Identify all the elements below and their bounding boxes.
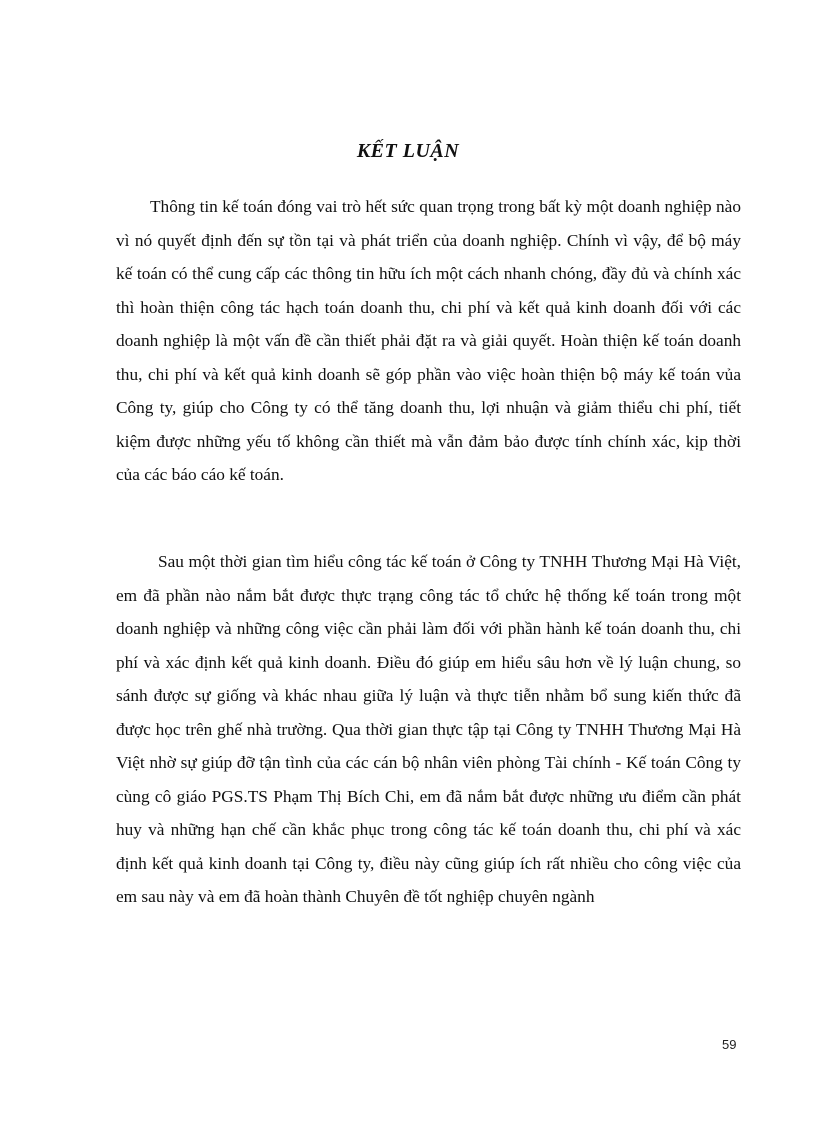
page-number: 59 — [722, 1037, 737, 1052]
paragraph-2: Sau một thời gian tìm hiểu công tác kế toán ở Công ty TNHH Thương Mại Hà Việt, em đã phần nào nắm bắt được thực trạng công tác tổ chức hệ thống kế toán trong một doanh nghiệp và những công việc cần phải làm đối với phần hành kế toán doanh thu, chi phí và xác định kết quả kinh doanh. Điều đó giúp em hiểu sâu hơn về lý luận chung, so sánh được sự giống và khác nhau giữa lý luận và thực tiễn nhằm bổ sung kiến thức đã được học trên ghế nhà trường. Qua thời gian thực tập tại Công ty TNHH Thương Mại Hà Việt nhờ sự giúp đỡ tận tình của các cán bộ nhân viên phòng Tài chính - Kế toán Công ty cùng cô giáo PGS.TS Phạm Thị Bích Chi, em đã nắm bắt được những ưu điểm cần phát huy và những hạn chế cần khắc phục trong công tác kế toán doanh thu, chi phí và xác định kết quả kinh doanh tại Công ty, điều này cũng giúp ích rất nhiều cho công việc của em sau này và em đã hoàn thành Chuyên đề tốt nghiệp chuyên ngành — [116, 552, 741, 906]
page-title: KẾT LUẬN — [356, 140, 460, 162]
paragraph-1: Thông tin kế toán đóng vai trò hết sức quan trọng trong bất kỳ một doanh nghiệp nào vì nó quyết định đến sự tồn tại và phát triển của doanh nghiệp. Chính vì vậy, để bộ máy kế toán có thể cung cấp các thông tin hữu ích một cách nhanh chóng, đầy đủ và chính xác thì hoàn thiện công tác hạch toán doanh thu, chi phí và kết quả kinh doanh đối với các doanh nghiệp là một vấn đề cần thiết phải đặt ra và giải quyết. Hoàn thiện kế toán doanh thu, chi phí và kết quả kinh doanh sẽ góp phần vào việc hoàn thiện bộ máy kế toán vủa Công ty, giúp cho Công ty có thể tăng doanh thu, lợi nhuận và giảm thiểu chi phí, tiết kiệm được những yếu tố không cần thiết mà vẫn đảm bảo được tính chính xác, kịp thời của các báo cáo kế toán. — [116, 197, 741, 484]
